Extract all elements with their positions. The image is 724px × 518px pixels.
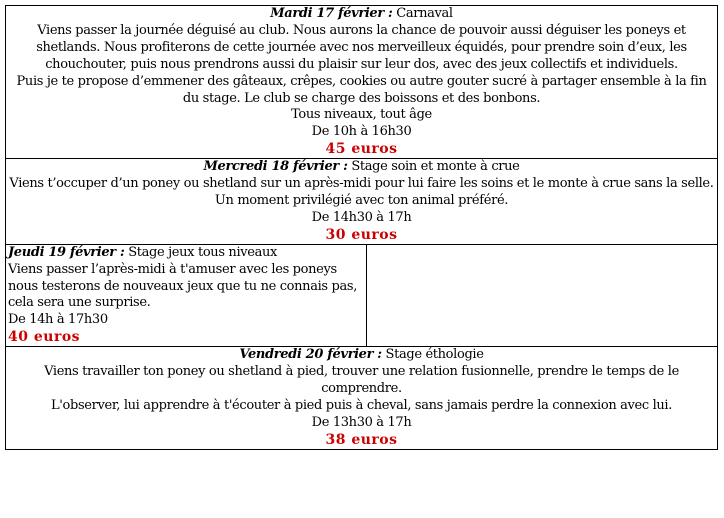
event-cell-vendredi (6, 347, 718, 449)
event-date: Vendredi 20 février : (239, 347, 382, 363)
event-price: 30 euros (325, 226, 398, 243)
event-row-mercredi (6, 159, 718, 245)
event-cell-jeudi (6, 244, 367, 346)
event-price: 38 euros (325, 431, 398, 448)
event-cell-mercredi (6, 159, 718, 245)
event-date: Jeudi 19 février : (8, 244, 125, 260)
event-title: Carnaval (396, 6, 453, 21)
event-hours: De 14h à 17h30 (8, 312, 108, 328)
event-title: Stage jeux tous niveaux (128, 244, 277, 260)
event-row-jeudi (6, 244, 718, 346)
event-hours: De 10h à 16h30 (311, 124, 412, 140)
event-cell-mardi (6, 6, 718, 159)
event-heading (8, 347, 715, 364)
event-hours: De 14h30 à 17h (311, 209, 412, 225)
event-heading (8, 159, 715, 176)
event-heading (8, 6, 715, 23)
event-hours: De 13h30 à 17h (311, 414, 412, 430)
empty-cell (367, 244, 718, 346)
event-heading (8, 245, 364, 262)
event-description: Puis je te propose d’emmener des gâteaux, crêpes, cookies ou autre gouter sucré à partager ensemble à la fin du stage. Le club se charge des boissons et des bonbons. (16, 73, 707, 106)
event-title: Stage soin et monte à crue (351, 159, 520, 175)
event-title: Stage éthologie (385, 347, 484, 363)
event-date: Mercredi 18 février : (203, 159, 348, 175)
event-date: Mardi 17 février : (270, 6, 393, 21)
event-row-vendredi (6, 347, 718, 449)
event-description: Viens passer la journée déguisé au club. Nous aurons la chance de pouvoir aussi déguiser les poneys et shetlands. Nous profiterons de cette journée avec nos merveilleux équidés, pour prendre soin d’eux, les chouchouter, puis nous prendrons aussi du plaisir sur leur dos, avec des jeux collectifs et individuels. (36, 22, 687, 72)
event-level: Tous niveaux, tout âge (291, 107, 432, 123)
event-description: Viens passer l’après-midi à t'amuser avec les poneys nous testerons de nouveaux jeux que tu ne connais pas, cela sera une surprise. (8, 261, 357, 311)
event-price: 45 euros (325, 141, 398, 158)
event-description: Viens travailler ton poney ou shetland à pied, trouver une relation fusionnelle, prendre le temps de le comprendre. (44, 364, 679, 396)
stage-schedule-table (5, 5, 718, 450)
event-description: L'observer, lui apprendre à t'écouter à pied puis à cheval, sans jamais perdre la connexion avec lui. (51, 397, 672, 413)
event-row-mardi (6, 6, 718, 159)
event-description: Viens t’occuper d’un poney ou shetland sur un après-midi pour lui faire les soins et le monte à crue sans la selle. (9, 176, 714, 192)
event-description: Un moment privilégié avec ton animal préféré. (214, 192, 509, 208)
event-price: 40 euros (8, 329, 81, 346)
